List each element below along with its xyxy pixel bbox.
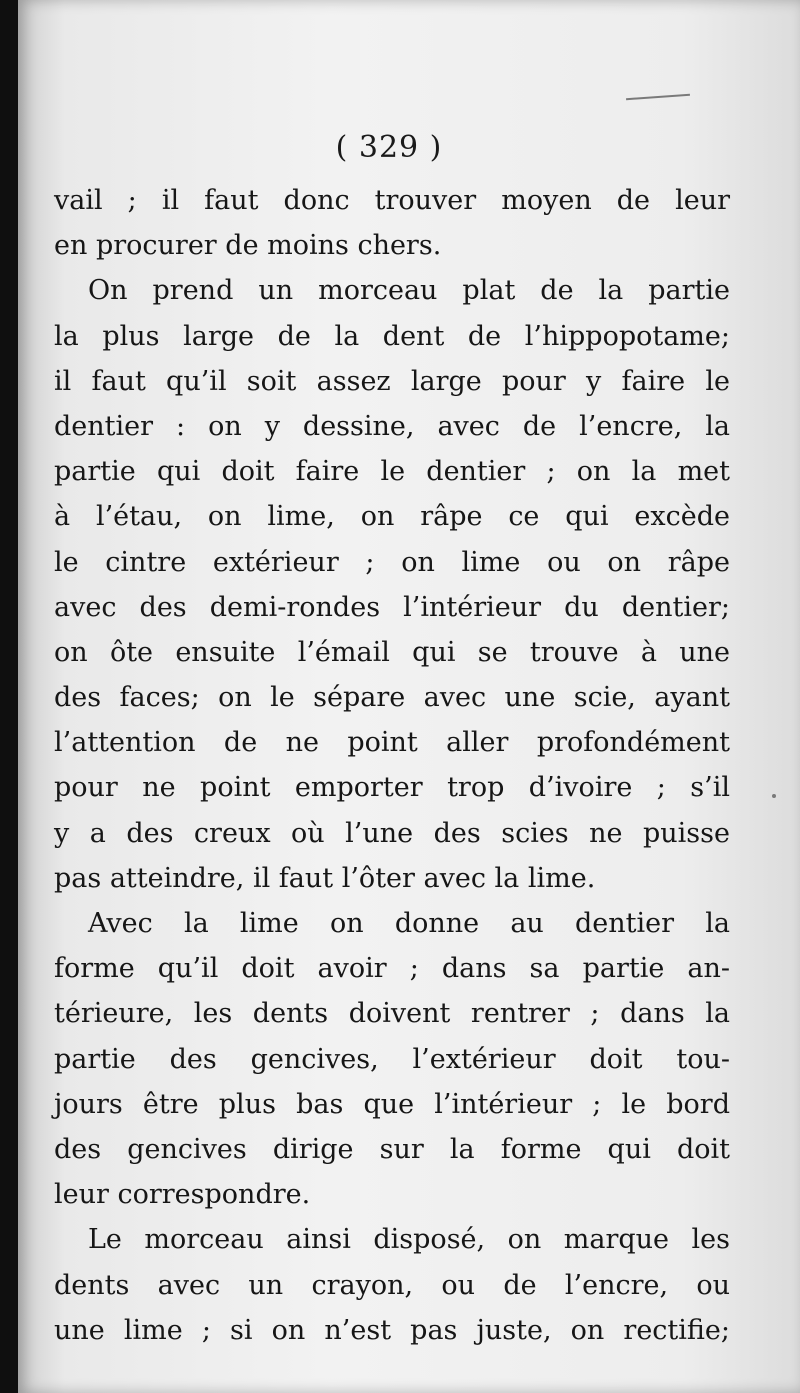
- text-line: à l’étau, on lime, on râpe ce qui excède: [54, 501, 730, 533]
- text-line: une lime ; si on n’est pas juste, on rectifie;: [54, 1314, 730, 1346]
- paragraph-start-line: Le morceau ainsi disposé, on marque les: [88, 1224, 730, 1256]
- text-line: il faut qu’il soit assez large pour y faire le: [54, 365, 730, 397]
- text-line: dents avec un crayon, ou de l’encre, ou: [54, 1269, 730, 1301]
- text-line: partie qui doit faire le dentier ; on la met: [54, 456, 730, 488]
- text-line: on ôte ensuite l’émail qui se trouve à une: [54, 636, 730, 668]
- book-page: [18, 0, 800, 1393]
- text-line: dentier : on y dessine, avec de l’encre, la: [54, 410, 730, 442]
- text-line: la plus large de la dent de l’hippopotame;: [54, 320, 730, 352]
- body-text: [54, 178, 730, 1353]
- text-line: l’attention de ne point aller profondément: [54, 727, 730, 759]
- page-number: ( 329 ): [335, 130, 443, 165]
- text-line: pour ne point emporter trop d’ivoire ; s’il: [54, 772, 730, 804]
- paragraph-start-line: On prend un morceau plat de la partie: [88, 275, 730, 307]
- text-line: des faces; on le sépare avec une scie, ayant: [54, 682, 730, 714]
- text-line: des gencives dirige sur la forme qui doit: [54, 1133, 730, 1165]
- paragraph-end-line: pas atteindre, il faut l’ôter avec la lime.: [54, 862, 596, 894]
- text-line: le cintre extérieur ; on lime ou on râpe: [54, 546, 730, 578]
- paragraph-end-line: leur correspondre.: [54, 1179, 311, 1211]
- paragraph-start-line: Avec la lime on donne au dentier la: [88, 908, 730, 939]
- text-line: avec des demi-rondes l’intérieur du dentier;: [54, 591, 730, 623]
- text-line: térieure, les dents doivent rentrer ; dans la: [54, 998, 730, 1030]
- paragraph-end-line: en procurer de moins chers.: [54, 230, 442, 262]
- text-line: forme qu’il doit avoir ; dans sa partie an-: [54, 953, 730, 985]
- text-line: jours être plus bas que l’intérieur ; le bord: [54, 1088, 730, 1120]
- pen-mark: [626, 94, 690, 100]
- ink-speck: [772, 794, 776, 798]
- text-line: y a des creux où l’une des scies ne puisse: [54, 817, 730, 849]
- text-line: vail ; il faut donc trouver moyen de leur: [54, 185, 730, 216]
- text-line: partie des gencives, l’extérieur doit tou-: [54, 1043, 730, 1075]
